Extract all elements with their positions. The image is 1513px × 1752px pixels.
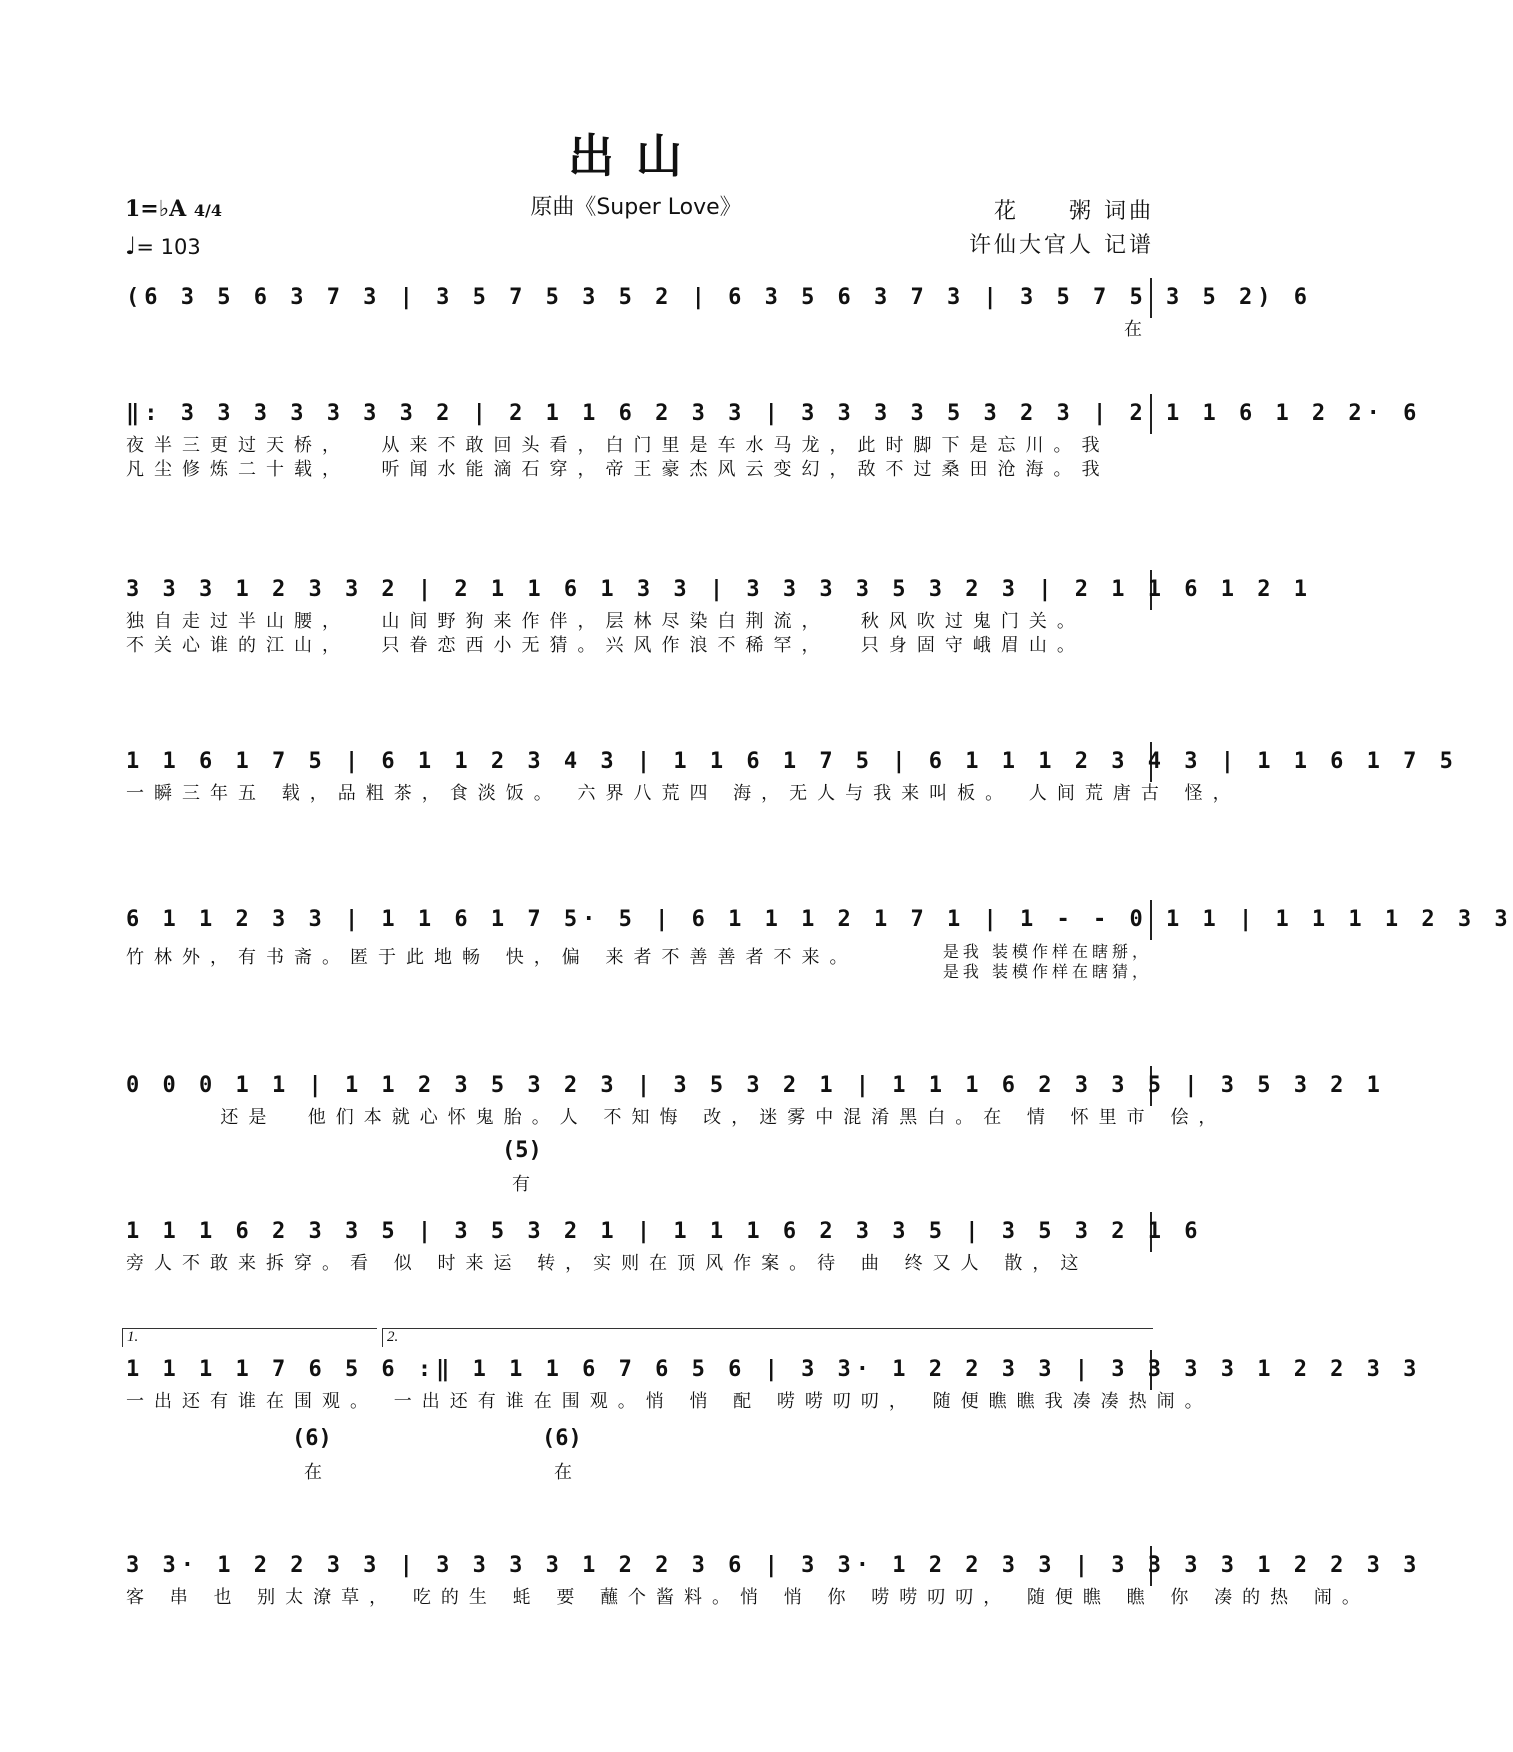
- transcriber-credit: 许仙大官人 记谱: [969, 233, 1154, 258]
- alternate-lyric: 在: [554, 1462, 572, 1483]
- score-system-4: [122, 742, 1458, 806]
- notation-line: 3 3 3 1 2 3 3 2 | 2 1 1 6 1 3 3 | 3 3 3 3 5 3 2 3 | 2 1 1 6 1 2 1: [122, 570, 1152, 610]
- alternate-lyric: 在: [304, 1462, 322, 1483]
- alternate-note: (5): [502, 1138, 542, 1163]
- lyric-line: 旁人不敢来拆穿。看 似 时来运 转，实则在顶风作案。待 曲 终又人 散，这: [126, 1253, 1089, 1274]
- lyrics-music-credit: 花 粥 词曲: [994, 199, 1154, 224]
- notation-line: 0 0 0 1 1 | 1 1 2 3 5 3 2 3 | 3 5 3 2 1 | 1 1 1 6 2 3 3 5 | 3 5 3 2 1: [122, 1066, 1152, 1106]
- bracket-lyrics: 是我 装模作样在瞎掰， 是我 装模作样在瞎猜，: [942, 942, 1152, 981]
- lyric-line: 一出还有谁在围观。 一出还有谁在围观。悄 悄 配 唠唠叨叨， 随便瞧瞧我凑凑热闹。: [126, 1391, 1213, 1412]
- lyric-line: 客 串 也 别太潦草， 吃的生 蚝 要 蘸个酱料。悄 悄 你 唠唠叨叨， 随便瞧 瞧 你 凑的热 闹。: [126, 1587, 1370, 1608]
- tempo-mark: ♩= 103: [125, 232, 201, 260]
- notation-line: 3 3· 1 2 2 3 3 | 3 3 3 3 1 2 2 3 6 | 3 3· 1 2 2 3 3 | 3 3 3 3 1 2 2 3 3: [122, 1546, 1152, 1586]
- score-system-5: [122, 900, 1513, 981]
- score-system-8: [122, 1329, 1422, 1483]
- notation-line: 1 1 6 1 7 5 | 6 1 1 2 3 4 3 | 1 1 6 1 7 5 | 6 1 1 1 2 3 4 3 | 1 1 6 1 7 5: [122, 742, 1152, 782]
- lyric-line: 凡尘修炼二十载， 听闻水能滴石穿，帝王豪杰风云变幻，敌不过桑田沧海。我: [126, 459, 1110, 480]
- score-system-9: [122, 1546, 1422, 1610]
- original-song: 原曲《Super Love》: [530, 195, 742, 220]
- score-system-1: [122, 278, 1312, 342]
- score-system-3: [122, 570, 1312, 658]
- score-system-7: [122, 1212, 1203, 1276]
- lyric-line: 夜半三更过天桥， 从来不敢回头看，白门里是车水马龙，此时脚下是忘川。我: [126, 435, 1110, 456]
- notation-line: 1 1 1 1 7 6 5 6 :‖ 1 1 1 6 7 6 5 6 | 3 3· 1 2 2 3 3 | 3 3 3 3 1 2 2 3 3: [122, 1350, 1152, 1390]
- time-signature: 4/4: [193, 201, 222, 220]
- lyric-line: 一瞬三年五 载，品粗茶，食淡饭。 六界八荒四 海，无人与我来叫板。 人间荒唐古 怪，: [126, 783, 1241, 804]
- volta-second-ending: 2.: [382, 1328, 1153, 1347]
- lyric-line: 竹林外，有书斋。匿于此地畅 快，偏 来者不善善者不来。: [126, 947, 858, 968]
- notation-line: 6 1 1 2 3 3 | 1 1 6 1 7 5· 5 | 6 1 1 1 2 1 7 1 | 1 - - 0 1 1 | 1 1 1 1 2 3 3: [122, 900, 1152, 940]
- score-system-6: [122, 1066, 1385, 1195]
- lyric-line: 在: [1124, 319, 1152, 340]
- notation-line: 1 1 1 6 2 3 3 5 | 3 5 3 2 1 | 1 1 1 6 2 3 3 5 | 3 5 3 2 1 6: [122, 1212, 1152, 1252]
- alternate-note: (6): [542, 1426, 582, 1451]
- key-signature: 1=♭A 4/4: [125, 196, 222, 222]
- alternate-lyric: 有: [512, 1174, 530, 1195]
- lyric-line: 不关心谁的江山， 只眷恋西小无猜。兴风作浪不稀罕， 只身固守峨眉山。: [126, 635, 1085, 656]
- volta-first-ending: 1.: [122, 1328, 377, 1347]
- notation-line: (6 3 5 6 3 7 3 | 3 5 7 5 3 5 2 | 6 3 5 6 3 7 3 | 3 5 7 5 3 5 2) 6: [122, 278, 1152, 318]
- lyric-line: 独自走过半山腰， 山间野狗来作伴，层林尽染白荆流， 秋风吹过鬼门关。: [126, 611, 1085, 632]
- score-system-2: [122, 394, 1422, 482]
- lyric-line: 还是 他们本就心怀鬼胎。人 不知悔 改，迷雾中混淆黑白。在 情 怀里市 侩，: [126, 1107, 1227, 1128]
- alternate-note: (6): [292, 1426, 332, 1451]
- quarter-note-icon: ♩: [125, 232, 137, 260]
- song-title: 出山: [568, 129, 704, 183]
- notation-line: ‖: 3 3 3 3 3 3 3 2 | 2 1 1 6 2 3 3 | 3 3 3 3 5 3 2 3 | 2 1 1 6 1 2 2· 6: [122, 394, 1152, 434]
